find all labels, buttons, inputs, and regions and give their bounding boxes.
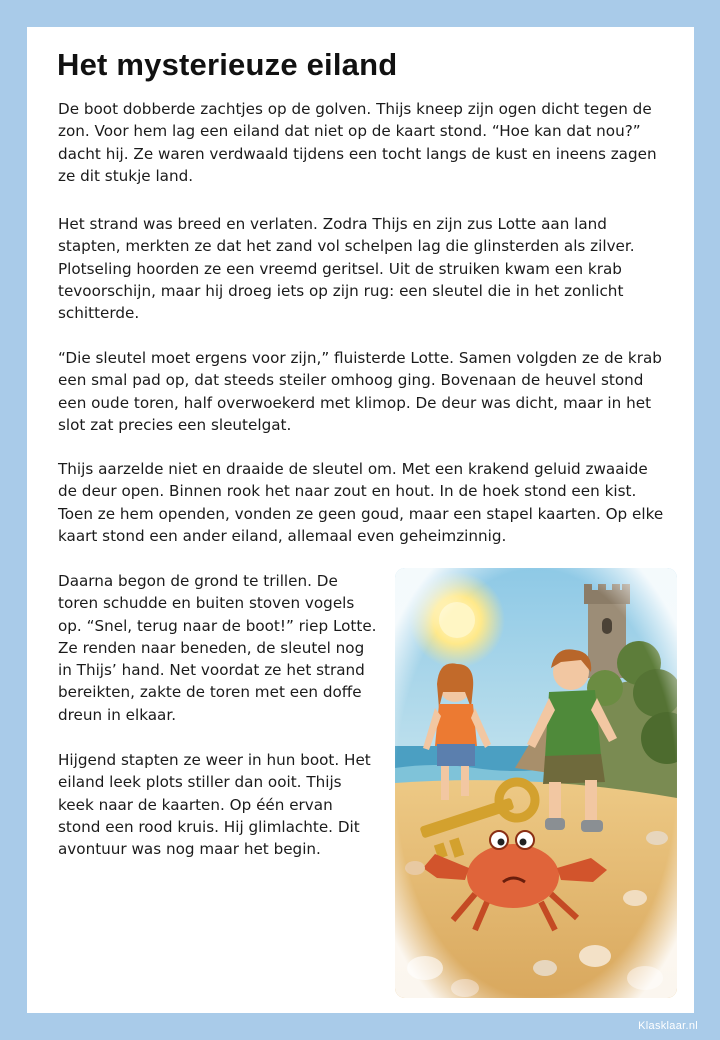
story-paragraph-2: Het strand was breed en verlaten. Zodra Thijs en zijn zus Lotte aan land stapten, merkten ze dat het zand vol schelpen lag die glinsterden als zilver. Plotseling hoorden ze een vreemd geritsel. Uit de struiken kwam een krab tevoorschijn, maar hij droeg iets op zijn rug: een sleutel die in het zonlicht schitterde. [58,215,635,323]
story-paragraph-6: Hijgend stapten ze weer in hun boot. Het eiland leek plots stiller dan ooit. Thijs keek naar de kaarten. Op één ervan stond een rood kruis. Hij glimlachte. Dit avontuur was nog maar het begin. [58,751,371,859]
watermark-text: Klasklaar.nl [638,1020,698,1032]
beach-scene-image [395,568,677,998]
story-paragraph-4: Thijs aarzelde niet en draaide de sleutel om. Met een krakend geluid zwaaide de deur open. Binnen rook het naar zout en hout. In de hoek stond een kist. Toen ze hem openden, vonden ze geen goud, maar een stapel kaarten. Op elke kaart stond een ander eiland, allemaal even geheimzinnig. [58,460,664,545]
story-title: Het mysterieuze eiland [57,47,398,82]
story-paragraph-1: De boot dobberde zachtjes op de golven. Thijs kneep zijn ogen dicht tegen de zon. Voor hem lag een eiland dat niet op de kaart stond. “Hoe kan dat nou?” dacht hij. Ze waren verdwaald tijdens een tocht langs de kust en ineens zagen ze dit stukje land. [58,100,657,185]
story-paragraph-3: “Die sleutel moet ergens voor zijn,” fluisterde Lotte. Samen volgden ze de krab een smal pad op, dat steeds steiler omhoog ging. Bovenaan de heuvel stond een oude toren, half overwoekerd met klimop. De deur was dicht, maar in het slot zat precies een sleutelgat. [58,349,662,434]
story-illustration [395,568,677,998]
story-paragraph-5: Daarna begon de grond te trillen. De toren schudde en buiten stoven vogels op. “Snel, terug naar de boot!” riep Lotte. Ze renden naar beneden, de sleutel nog in Thijs’ hand. Net voordat ze het strand bereikten, zakte de toren met een doffe dreun in elkaar. [58,572,377,724]
worksheet-page [27,27,694,1013]
